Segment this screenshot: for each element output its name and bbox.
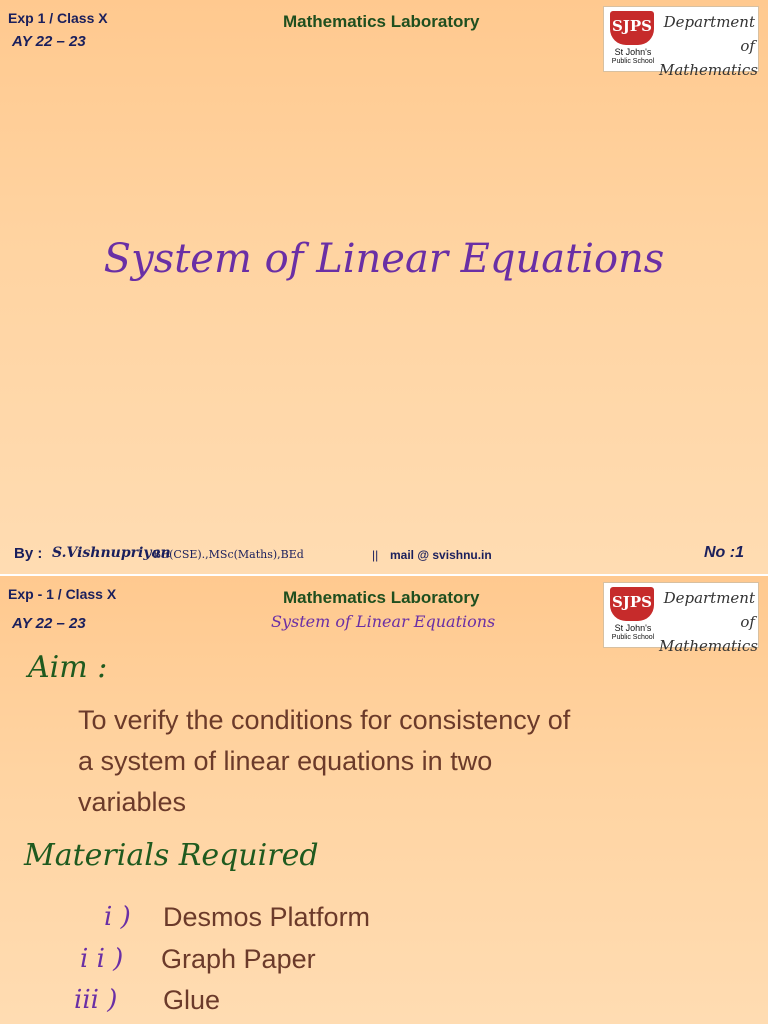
exp-class-label: Exp 1 / Class X [8, 10, 108, 26]
material-item: Graph Paper [161, 944, 316, 974]
by-label: By : [14, 545, 43, 562]
material-number: i i ) [80, 944, 124, 974]
author-name: S.Vishnupriyan [52, 545, 171, 561]
aim-heading: Aim : [28, 650, 108, 685]
school-name: St John's Public School [611, 623, 655, 641]
slide-number: No :1 [704, 544, 744, 561]
material-number: i ) [104, 902, 131, 932]
school-logo [603, 582, 759, 655]
author-degrees: BE(CSE).,MSc(Maths),BEd [153, 548, 304, 561]
lab-title: Mathematics Laboratory [283, 12, 480, 31]
material-number: iii ) [74, 985, 118, 1015]
aim-line: variables [78, 787, 187, 817]
footer-separator: || [372, 548, 379, 562]
mail-link[interactable]: mail @ svishnu.in [390, 548, 492, 562]
academic-year: AY 22 – 23 [12, 33, 86, 50]
exp-class-label: Exp - 1 / Class X [8, 586, 117, 602]
shield-icon: SJPS [610, 11, 654, 45]
school-name: St John's Public School [611, 47, 655, 65]
aim-slide [0, 576, 768, 1024]
academic-year: AY 22 – 23 [12, 615, 86, 632]
slide-subtitle: System of Linear Equations [271, 612, 496, 631]
aim-line: a system of linear equations in two [78, 746, 493, 776]
school-logo [603, 6, 759, 79]
material-item: Desmos Platform [163, 902, 371, 932]
materials-heading: Materials Required [24, 838, 319, 873]
shield-icon: SJPS [610, 587, 654, 621]
department-name: Department of Mathematics [659, 13, 758, 79]
material-item: Glue [163, 985, 221, 1015]
lab-title: Mathematics Laboratory [283, 588, 480, 607]
department-name: Department of Mathematics [659, 589, 758, 655]
aim-line: To verify the conditions for consistency of [78, 705, 571, 735]
main-title: System of Linear Equations [103, 236, 665, 282]
